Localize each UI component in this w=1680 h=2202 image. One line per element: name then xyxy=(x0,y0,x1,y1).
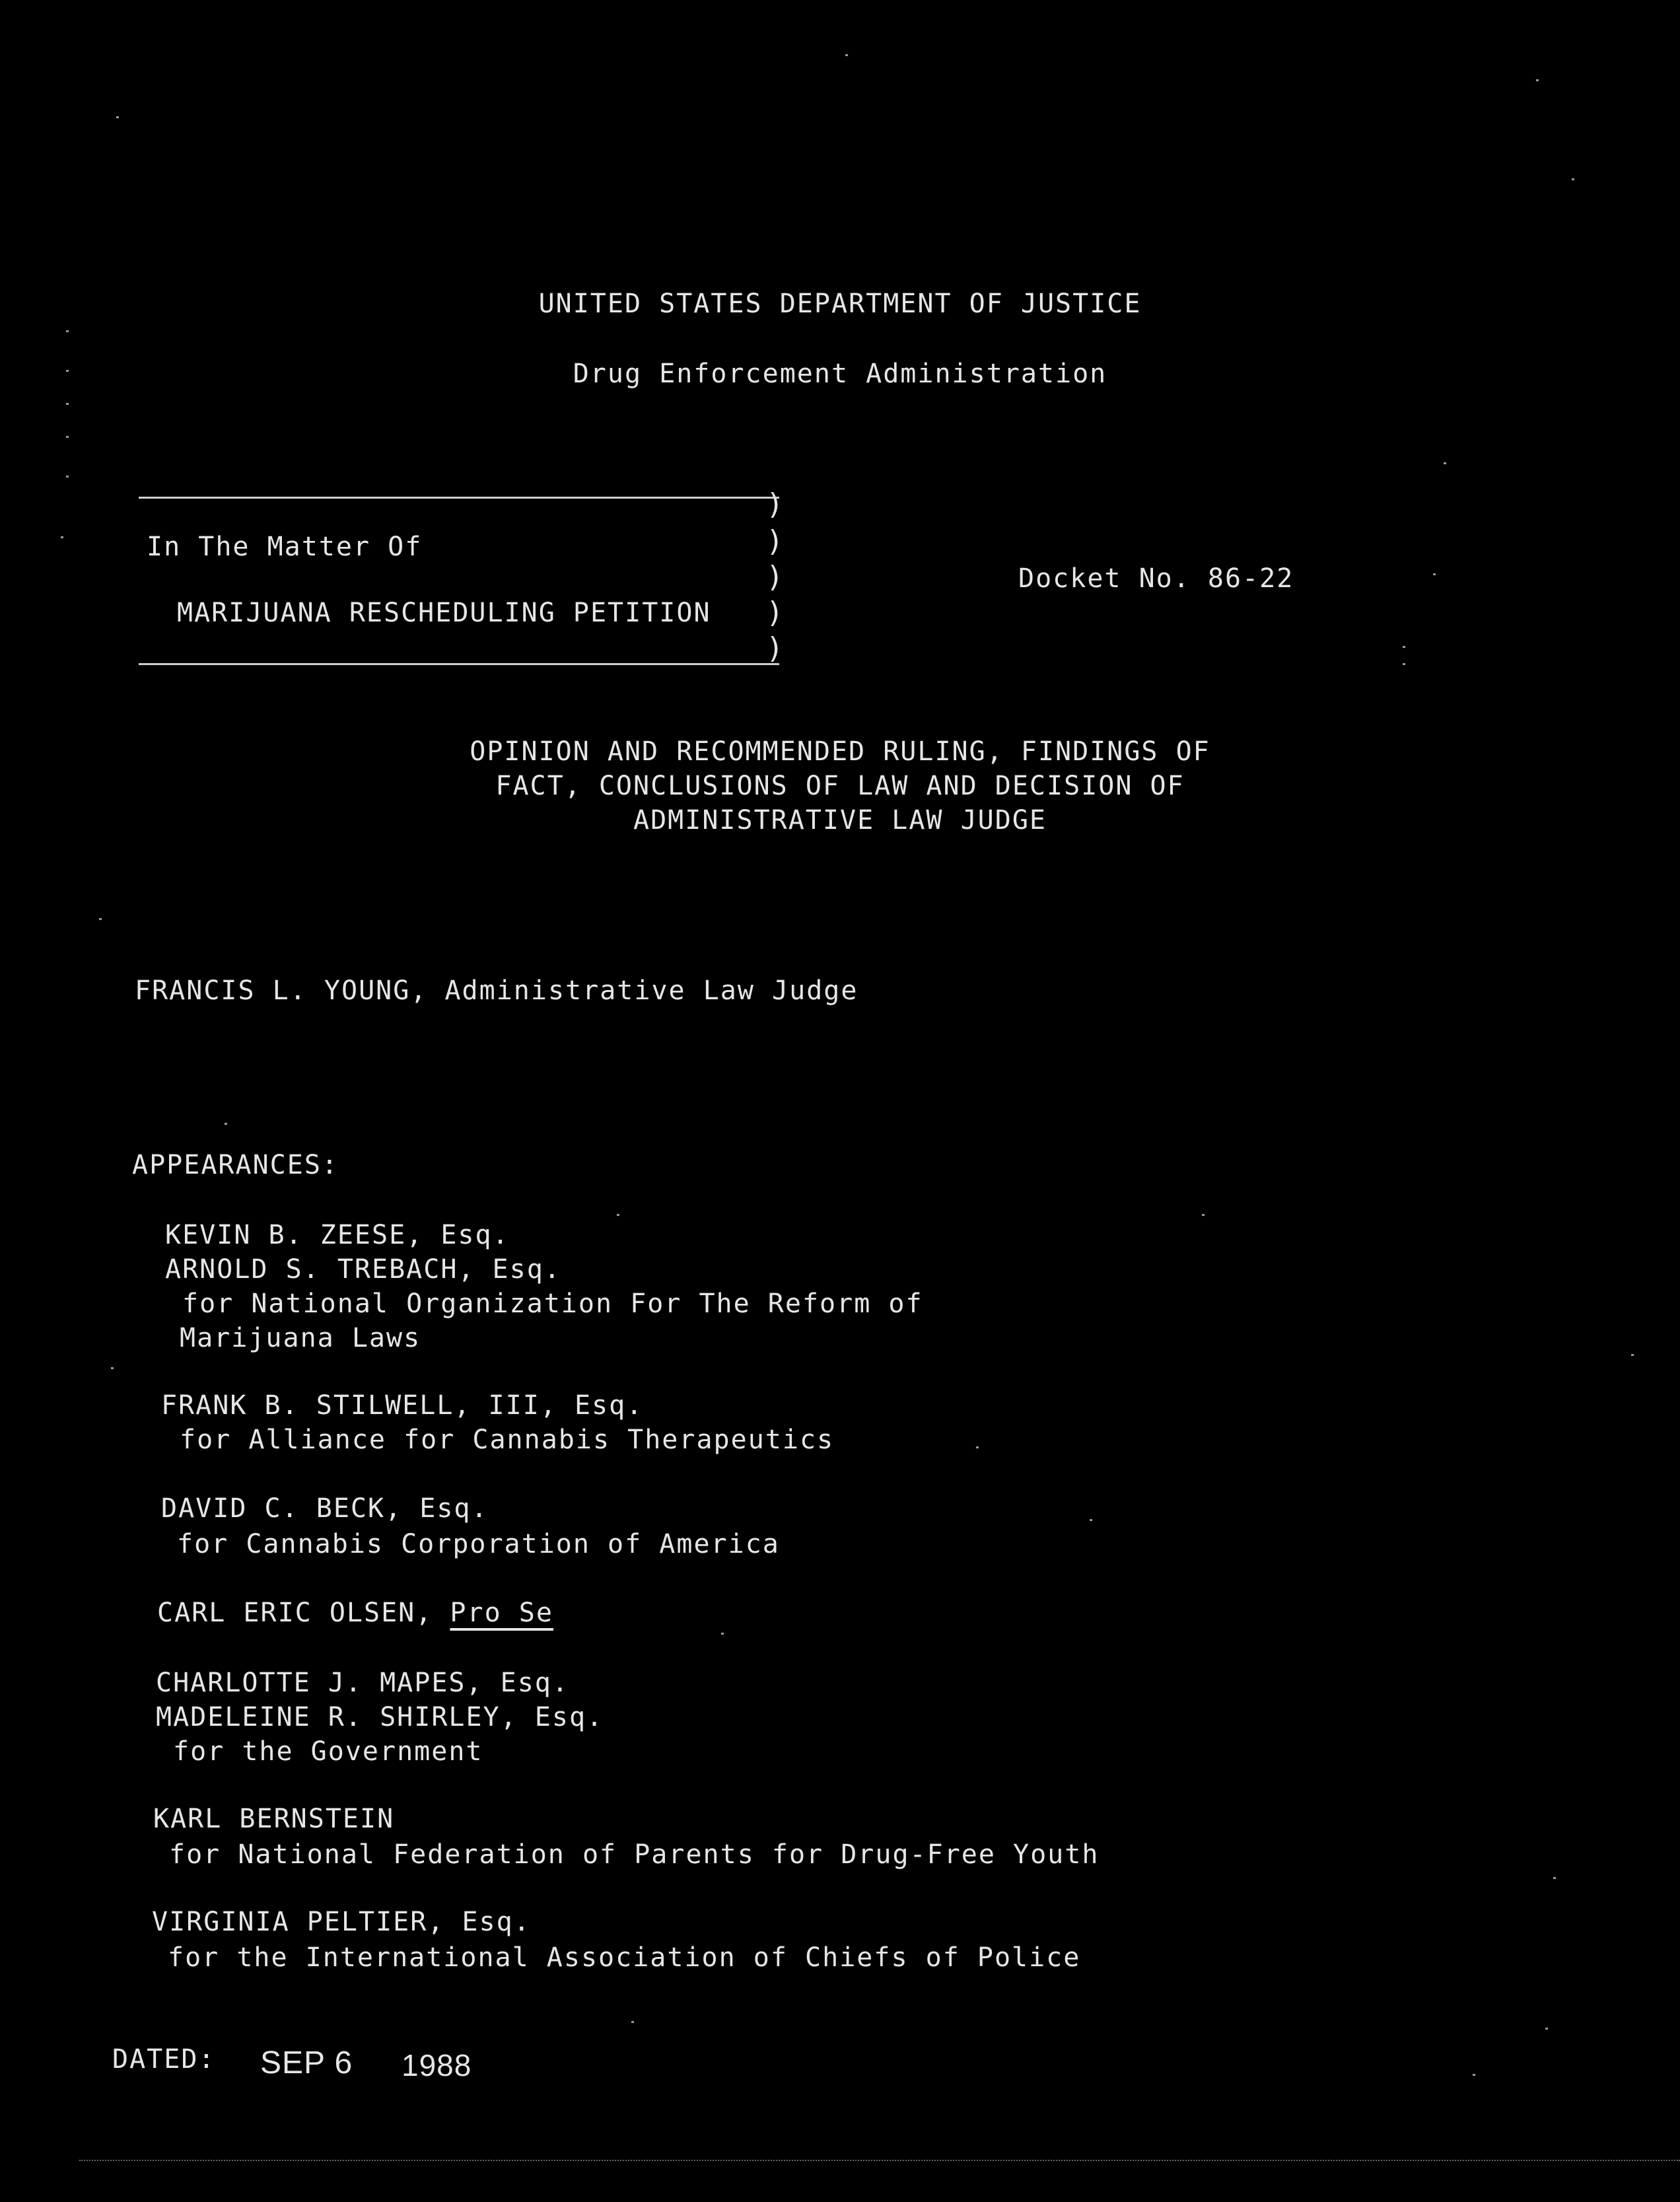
caption-paren: ) xyxy=(766,560,785,594)
docket-number: Docket No. 86-22 xyxy=(1018,563,1294,594)
ruling-title-line-3: ADMINISTRATIVE LAW JUDGE xyxy=(633,805,1047,835)
appearances-heading: APPEARANCES: xyxy=(132,1150,339,1180)
matter-line: In The Matter Of xyxy=(147,532,423,562)
dated-year: 1988 xyxy=(402,2048,472,2082)
appearance-name: VIRGINIA PELTIER, Esq. xyxy=(152,1907,531,1937)
judge-line: FRANCIS L. YOUNG, Administrative Law Judge xyxy=(135,976,858,1006)
appearance-representation: for National Federation of Parents for Drug-Free Youth xyxy=(169,1839,1100,1870)
appearance-name: KARL BERNSTEIN xyxy=(153,1804,395,1834)
pro-se-label: Pro Se xyxy=(450,1598,553,1628)
appearance-representation: for Cannabis Corporation of America xyxy=(177,1529,780,1559)
appearance-name: MADELEINE R. SHIRLEY, Esq. xyxy=(156,1702,604,1732)
caption-top-rule xyxy=(139,497,779,499)
department-heading: UNITED STATES DEPARTMENT OF JUSTICE xyxy=(538,289,1142,319)
appearance-representation: for Alliance for Cannabis Therapeutics xyxy=(180,1425,835,1455)
caption-paren: ) xyxy=(766,596,785,629)
caption-paren: ) xyxy=(766,631,785,665)
matter-name: MARIJUANA RESCHEDULING PETITION xyxy=(177,598,711,628)
appearance-representation: for the International Association of Chiefs of Police xyxy=(168,1942,1081,1973)
caption-bottom-rule xyxy=(139,663,779,665)
dated-label: DATED: xyxy=(112,2044,216,2075)
appearance-name-prefix: CARL ERIC OLSEN, xyxy=(157,1598,433,1628)
appearance-name: CHARLOTTE J. MAPES, Esq. xyxy=(156,1668,569,1698)
ruling-title-line-2: FACT, CONCLUSIONS OF LAW AND DECISION OF xyxy=(495,771,1185,801)
appearance-representation: for National Organization For The Reform of xyxy=(182,1289,923,1319)
agency-heading: Drug Enforcement Administration xyxy=(573,359,1107,389)
caption-paren: ) xyxy=(766,487,785,521)
appearance-name: KEVIN B. ZEESE, Esq. xyxy=(165,1220,510,1250)
appearance-name xyxy=(157,1600,553,1626)
scan-bottom-edge xyxy=(79,2160,1680,2161)
appearance-representation-cont: Marijuana Laws xyxy=(180,1323,421,1353)
ruling-title-line-1: OPINION AND RECOMMENDED RULING, FINDINGS OF xyxy=(470,736,1210,767)
appearance-representation: for the Government xyxy=(173,1736,483,1767)
appearance-name: FRANK B. STILWELL, III, Esq. xyxy=(161,1390,644,1421)
appearance-name: ARNOLD S. TREBACH, Esq. xyxy=(165,1254,561,1285)
dated-month-day: SEP 6 xyxy=(260,2045,353,2080)
appearance-name: DAVID C. BECK, Esq. xyxy=(161,1493,489,1524)
caption-paren: ) xyxy=(766,524,785,558)
